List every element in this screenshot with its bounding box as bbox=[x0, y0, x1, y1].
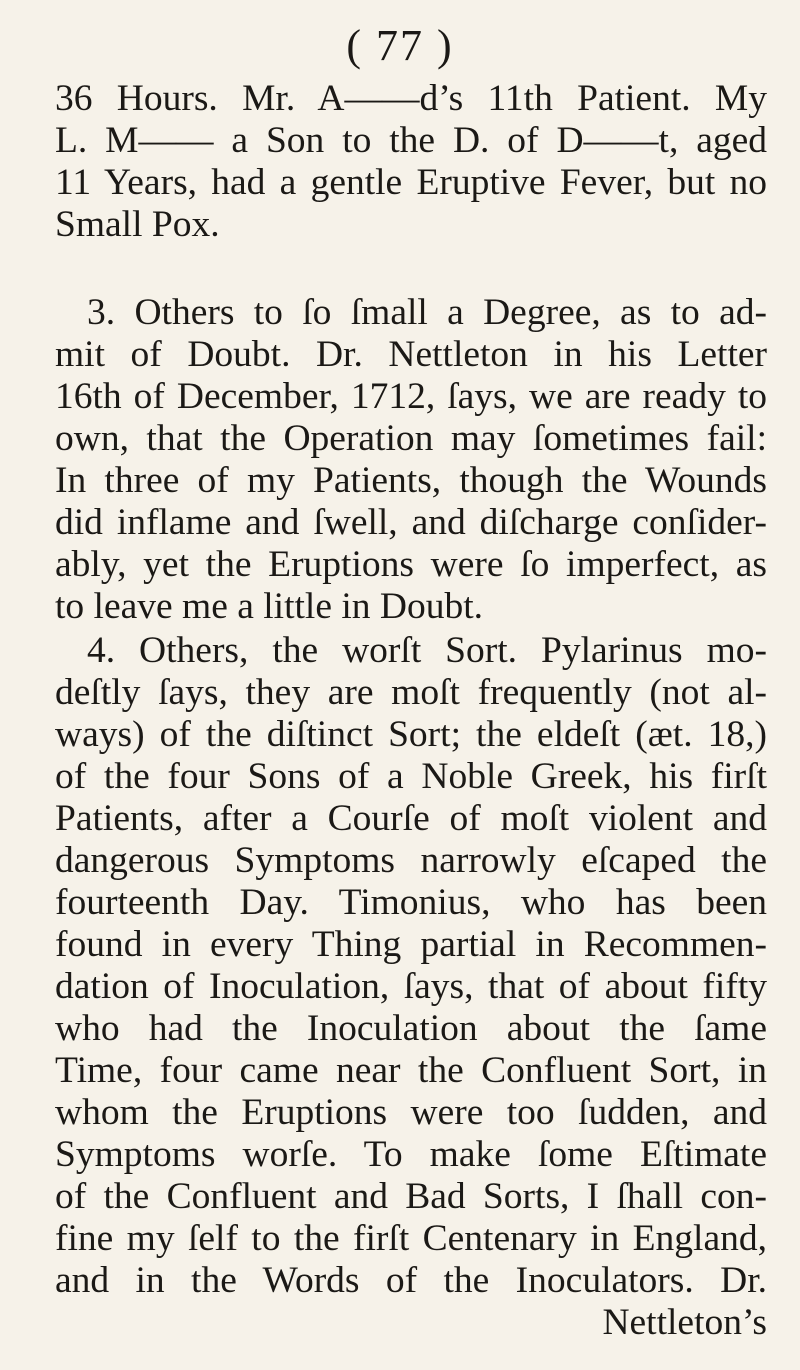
text-line: 36 Hours. Mr. A——d’s 11th Patient. My bbox=[55, 78, 767, 119]
text-line: found in every Thing partial in Recommen- bbox=[55, 924, 767, 965]
catchword: Nettleton’s bbox=[602, 1302, 767, 1343]
text-line: Patients, after a Courſe of moſt violent and bbox=[55, 798, 767, 839]
page-number: ( 77 ) bbox=[346, 21, 454, 70]
text-line: 3. Others to ſo ſmall a Degree, as to ad- bbox=[87, 292, 767, 333]
text-line: Small Pox. bbox=[55, 204, 220, 245]
text-line: to leave me a little in Doubt. bbox=[55, 586, 484, 627]
text-line: Time, four came near the Confluent Sort, in bbox=[55, 1050, 767, 1091]
text-line: 4. Others, the worſt Sort. Pylarinus mo- bbox=[87, 630, 767, 671]
text-line: ably, yet the Eruptions were ſo imperfect, as bbox=[55, 544, 767, 585]
text-line: dangerous Symptoms narrowly eſcaped the bbox=[55, 840, 767, 881]
text-line: of the four Sons of a Noble Greek, his firſt bbox=[55, 756, 767, 797]
text-line: did inflame and ſwell, and diſcharge conſider- bbox=[55, 502, 767, 543]
text-line: own, that the Operation may ſometimes fail: bbox=[55, 418, 767, 459]
text-line: 16th of December, 1712, ſays, we are ready to bbox=[55, 376, 767, 417]
text-line: 11 Years, had a gentle Eruptive Fever, but no bbox=[55, 162, 767, 203]
text-line: and in the Words of the Inoculators. Dr. bbox=[55, 1260, 767, 1301]
text-line: deſtly ſays, they are moſt frequently (not al- bbox=[55, 672, 767, 713]
paragraph-section-4 bbox=[55, 630, 767, 1344]
paragraph-case-report bbox=[55, 78, 767, 246]
paragraph-section-3 bbox=[55, 292, 767, 628]
text-line: dation of Inoculation, ſays, that of about fifty bbox=[55, 966, 767, 1007]
text-line: of the Confluent and Bad Sorts, I ſhall con- bbox=[55, 1176, 767, 1217]
text-line: In three of my Patients, though the Wounds bbox=[55, 460, 767, 501]
text-line: Symptoms worſe. To make ſome Eſtimate bbox=[55, 1134, 767, 1175]
text-line: fine my ſelf to the firſt Centenary in England, bbox=[55, 1218, 767, 1259]
text-line: L. M—— a Son to the D. of D——t, aged bbox=[55, 120, 767, 161]
text-line: fourteenth Day. Timonius, who has been bbox=[55, 882, 767, 923]
text-line: mit of Doubt. Dr. Nettleton in his Letter bbox=[55, 334, 767, 375]
text-line: ways) of the diſtinct Sort; the eldeſt (æt. 18,) bbox=[55, 714, 767, 755]
text-line: who had the Inoculation about the ſame bbox=[55, 1008, 767, 1049]
text-line: whom the Eruptions were too ſudden, and bbox=[55, 1092, 767, 1133]
